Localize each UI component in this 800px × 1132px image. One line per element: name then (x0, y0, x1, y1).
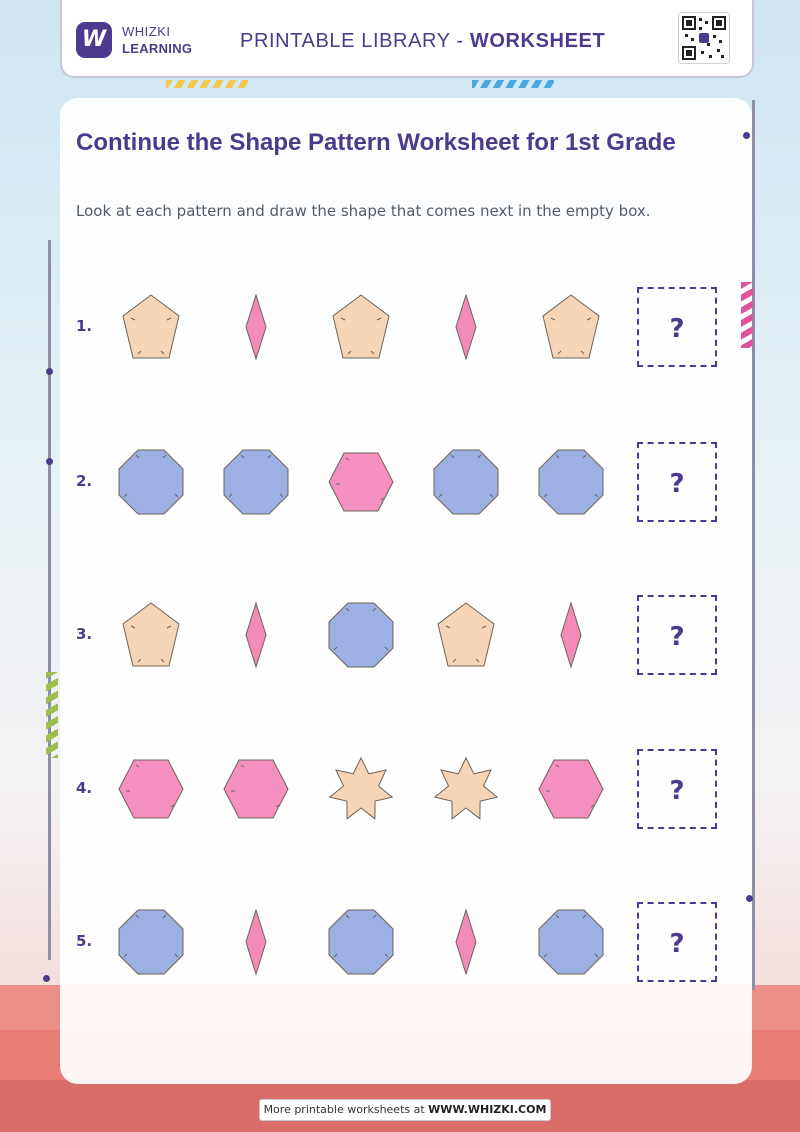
octagon-shape-icon (118, 449, 184, 519)
header-title-bold: WORKSHEET (469, 30, 606, 52)
hexagon-shape-icon (118, 759, 184, 823)
question-mark: ? (669, 776, 685, 806)
diamond-shape-icon (245, 602, 267, 672)
decorative-stripes (741, 282, 753, 348)
diamond-shape-icon (560, 602, 582, 672)
answer-box[interactable] (637, 595, 717, 675)
qr-code-icon (678, 12, 730, 64)
diamond-shape-icon (245, 294, 267, 364)
page-header (60, 0, 754, 78)
frame-line (752, 100, 755, 990)
footer-site: WWW.WHIZKI.COM (428, 1103, 547, 1116)
footer-prefix: More printable worksheets at (263, 1103, 429, 1116)
question-mark: ? (669, 929, 685, 959)
star-shape-icon (328, 756, 394, 826)
row-number: 3. (76, 625, 93, 643)
pentagon-shape-icon (437, 602, 495, 672)
octagon-shape-icon (328, 602, 394, 672)
hexagon-shape-icon (538, 759, 604, 823)
diamond-shape-icon (245, 909, 267, 979)
worksheet-instructions: Look at each pattern and draw the shape that comes next in the empty box. (76, 202, 651, 220)
row-number: 5. (76, 932, 93, 950)
hexagon-shape-icon (328, 452, 394, 516)
star-shape-icon (433, 756, 499, 826)
pentagon-shape-icon (122, 294, 180, 364)
diamond-shape-icon (455, 294, 477, 364)
answer-box[interactable] (637, 902, 717, 982)
row-number: 2. (76, 472, 93, 490)
footer-link[interactable] (259, 1099, 551, 1121)
whizki-logo-icon: W (76, 22, 112, 58)
frame-dot (46, 368, 53, 375)
question-mark: ? (669, 469, 685, 499)
question-mark: ? (669, 314, 685, 344)
row-number: 4. (76, 779, 93, 797)
answer-box[interactable] (637, 287, 717, 367)
answer-box[interactable] (637, 442, 717, 522)
octagon-shape-icon (118, 909, 184, 979)
octagon-shape-icon (538, 909, 604, 979)
header-title-prefix: PRINTABLE LIBRARY - (240, 30, 470, 52)
decorative-stripes (472, 80, 554, 88)
decorative-stripes (166, 80, 248, 88)
frame-dot (46, 458, 53, 465)
octagon-shape-icon (538, 449, 604, 519)
row-number: 1. (76, 317, 93, 335)
frame-line (48, 240, 51, 960)
decorative-stripes (46, 672, 58, 758)
octagon-shape-icon (328, 909, 394, 979)
diamond-shape-icon (455, 909, 477, 979)
octagon-shape-icon (223, 449, 289, 519)
pentagon-shape-icon (332, 294, 390, 364)
question-mark: ? (669, 622, 685, 652)
frame-dot (743, 132, 750, 139)
frame-dot (746, 895, 753, 902)
answer-box[interactable] (637, 749, 717, 829)
header-title (240, 30, 605, 53)
frame-dot (43, 975, 50, 982)
pentagon-shape-icon (542, 294, 600, 364)
pentagon-shape-icon (122, 602, 180, 672)
hexagon-shape-icon (223, 759, 289, 823)
logo-name: WHIZKI (122, 24, 171, 39)
logo-subname: LEARNING (122, 41, 193, 56)
worksheet-title: Continue the Shape Pattern Worksheet for 1st Grade (76, 129, 676, 156)
octagon-shape-icon (433, 449, 499, 519)
